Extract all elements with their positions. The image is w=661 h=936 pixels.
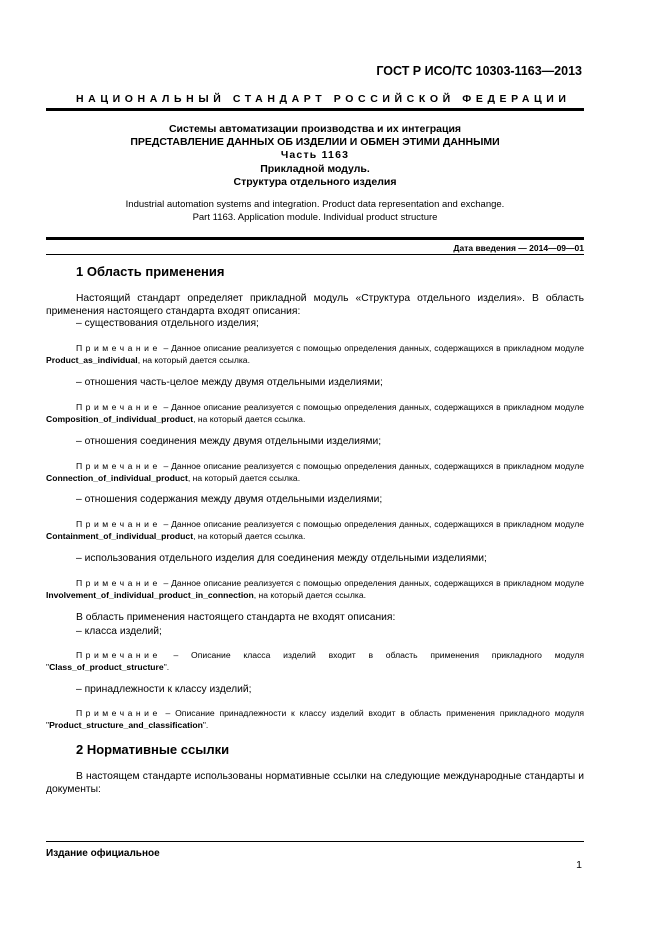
section-2-heading: 2 Нормативные ссылки [76, 742, 230, 757]
document-title [46, 123, 584, 189]
exclusion-item: – класса изделий; [76, 626, 162, 637]
title-subject: Структура отдельного изделия [233, 175, 397, 188]
footer-rule [46, 841, 584, 842]
introduction-date: Дата введения — 2014—09—01 [453, 243, 584, 253]
national-standard-banner: НАЦИОНАЛЬНЫЙ СТАНДАРТ РОССИЙСКОЙ ФЕДЕРАЦИИ [76, 93, 571, 105]
date-rule [46, 254, 584, 255]
scope-note: Примечание – Данное описание реализуется с помощью определения данных, содержащихся в прикладном модуле Containment_of_individual_product, на который дается ссылка. [46, 519, 584, 541]
exclusion-intro: В область применения настоящего стандарта не входят описания: [76, 612, 396, 623]
english-title-line-2: Part 1163. Application module. Individual product structure [192, 211, 438, 223]
section-2-intro: В настоящем стандарте использованы нормативные ссылки на следующие международные стандарты и документы: [46, 771, 584, 795]
scope-note: Примечание – Данное описание реализуется с помощью определения данных, содержащихся в прикладном модуле Composition_of_individual_product, на который дается ссылка. [46, 402, 584, 424]
exclusion-note: Примечание – Описание принадлежности к классу изделий входит в область применения прикладного модуля "Product_structure_and_classification". [46, 708, 584, 730]
scope-item: – отношения соединения между двумя отдельными изделиями; [76, 436, 382, 447]
scope-item: – существования отдельного изделия; [76, 318, 259, 329]
english-title-line-1: Industrial automation systems and integration. Product data representation and exchange. [125, 199, 505, 210]
title-module: Прикладной модуль. [260, 162, 370, 175]
scope-item: – отношения часть-целое между двумя отдельными изделиями; [76, 377, 383, 388]
scope-item: – использования отдельного изделия для соединения между отдельными изделиями; [76, 553, 487, 564]
section-1-intro: Настоящий стандарт определяет прикладной модуль «Структура отдельного изделия». В область применения настоящего стандарта входят описания: [46, 293, 584, 317]
scope-note: Примечание – Данное описание реализуется с помощью определения данных, содержащихся в прикладном модуле Involvement_of_individual_product_in_connection, на который дается ссылка. [46, 578, 584, 600]
scope-item: – отношения содержания между двумя отдельными изделиями; [76, 494, 383, 505]
title-part: Часть 1163 [280, 149, 350, 162]
exclusion-note: Примечание – Описание класса изделий входит в область применения прикладного модуля "Class_of_product_structure". [46, 650, 584, 672]
section-1-heading: 1 Область применения [76, 264, 225, 279]
title-rule [46, 237, 584, 240]
exclusion-item: – принадлежности к классу изделий; [76, 684, 252, 695]
page-number: 1 [576, 859, 582, 871]
title-line-1: Системы автоматизации производства и их интеграция [168, 123, 462, 135]
scope-note: Примечание – Данное описание реализуется с помощью определения данных, содержащихся в прикладном модуле Connection_of_individual_product, на который дается ссылка. [46, 461, 584, 483]
official-edition-label: Издание официальное [46, 848, 160, 859]
standard-number: ГОСТ Р ИСО/ТС 10303-1163—2013 [376, 64, 582, 78]
scope-note: Примечание – Данное описание реализуется с помощью определения данных, содержащихся в прикладном модуле Product_as_individual, на который дается ссылка. [46, 343, 584, 365]
english-title [46, 199, 584, 224]
title-line-2: ПРЕДСТАВЛЕНИЕ ДАННЫХ ОБ ИЗДЕЛИИ И ОБМЕН ЭТИМИ ДАННЫМИ [130, 136, 500, 149]
header-rule [46, 108, 584, 111]
